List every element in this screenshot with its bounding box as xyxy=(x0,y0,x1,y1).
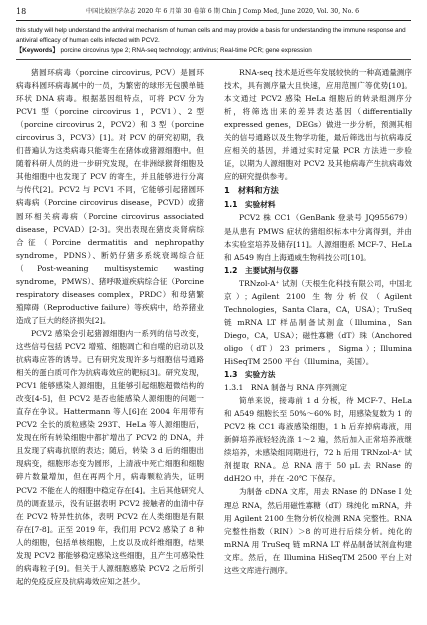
keywords-line xyxy=(16,46,411,56)
rna-paragraph-2: 为制备 cDNA 文库，用去 RNase 的 DNase Ⅰ 处理总 RNA，然后用磁性寡糖（dT）珠纯化 mRNA，并用 Agilent 2100 生物分析仪检测 RNA 完整性。RNA 完整性指数（RIN）＞8 的可进行后续分析。纯化的 mRNA 用 TruSeq 链 mRNA LT 样品制备试剂盒构建文库。然后，在 Illumina HiSeqTM 2500 平台上对这些文库进行测序。 xyxy=(224,487,412,575)
subsection-heading-materials: 1.1 实验材料 xyxy=(224,200,276,210)
right-column xyxy=(224,66,412,577)
left-column xyxy=(16,66,204,588)
subsubsection-heading-rna: 1.3.1 RNA 制备与 RNA 序列测定 xyxy=(224,383,348,393)
section-heading-methods: 1 材料和方法 xyxy=(224,185,279,196)
keywords-rule xyxy=(16,59,411,60)
running-header xyxy=(16,6,411,18)
intro-paragraph-1: 猪圆环病毒（porcine circovirus, PCV）是圆环病毒科圆环病毒属中的一员，为繁密的球形无包膜单链环状 DNA 病毒。根据基因组特点，可将 PCV 分为 PCV1 型（porcine circovirus 1，PCV1）、2 型（porcine circovirus 2，PCV2）和 3 型（porcine circovirus 3，PCV3）[1]。对 PCV 的研究初期，我们普遍认为这类病毒只能寄生在猪体或猪源细胞中。但随着科研人员的进一步研究发现，在非洲绿猴肾细胞及其他细胞中也发现了 PCV 的寄生，并且能够进行分离与传代[2]。PCV2 与 PCV1 不同，它能够引起猪圆环病毒病（Porcine circovirus disease，PCVD）或猪圆环相关病毒病（Porcine circovirus associated disease，PCVAD）[2-3]。突出表现在猪皮炎肾病综合征（Porcine dermatitis and nephropathy syndrome，PDNS）、断奶仔猪多系统衰竭综合征（Post-weaning multisystemic wasting syndrome，PMWS）、猪呼吸道疾病综合征（Porcine respiratory diseases complex，PRDC）和母猪繁殖障碍（Reproductive failure）等疾病中，给养猪业造成了巨大的经济损失[2]。 xyxy=(16,68,204,325)
rna-paragraph-1: 简单来说，接毒前 1 d 分板，待 MCF-7、HeLa 和 A549 细胞长至 50%～60% 时，用感染复数为 1 的 PCV2 株 CC1 毒液感染细胞，1 h 后弃掉病毒液，用新鲜培养液轻轻洗涤 1～2 遍，然后加入正常培养液继续培养，未感染组同期进行，72 h 后用 TRNzol-A⁺ 试剂提取 RNA。总 RNA 溶于 50 μL 去 RNase 的 ddH2O 中，并在 -20℃ 下保存。 xyxy=(224,396,412,484)
keywords-text: porcine circovirus type 2; RNA-seq technology; antivirus; Real-time PCR; gene expression xyxy=(60,47,312,54)
subsection-heading-methods: 1.3 实验方法 xyxy=(224,370,276,380)
reagents-paragraph: TRNzol-A⁺ 试剂（天根生化科技有限公司，中国北京）；Agilent 2100 生物分析仪（Agilent Technologies，Santa Clara，CA，USA）；TruSeq 链 mRNA LT 样品制备试剂盒（Illumina，San Diego，CA，USA）；磁性寡糖（dT）珠（Anchored oligo（dT）23 primers，Sigma）；Illumina HiSeqTM 2500 平台（Illumina，美国）。 xyxy=(224,278,412,366)
english-abstract-tail: this study will help understand the antiviral mechanism of human cells and may provide a basis for understanding the immune response and antiviral efficacy of human cells infected with PCV2. xyxy=(16,27,406,44)
materials-paragraph: PCV2 株 CC1（GenBank 登录号 JQ955679）是从患有 PMWS 症状的猪组织标本中分离得到，并由本实验室培养及储存[11]。人源细胞系 MCF-7、HeLa 和 A549 购自上海通威生物科技公司[10]。 xyxy=(224,213,412,262)
intro-paragraph-3: RNA-seq 技术是近些年发展较快的一种高通量测序技术，具有测序量大且快速，应用范围广等优势[10]。本文通过 PCV2 感染 HeLa 细胞后的转录组测序分析，将筛选出来的差异表达基因（differentially expressed genes，DEGs）做进一步分析，预测其相关的信号通路以及生物学功能，最后筛选出与抗病毒反应相关的基因，并通过实时定量 PCR 方法进一步验证，以期为人源细胞对 PCV2 及其他病毒产生抗病毒效应的研究提供参考。 xyxy=(224,68,412,182)
journal-citation: 中国比较医学杂志 2020 年 6 月第 30 卷第 6 期 Chin J Comp Med, June 2020, Vol. 30, No. 6 xyxy=(86,8,360,15)
page-number: 18 xyxy=(16,7,27,16)
header-rule xyxy=(16,20,411,21)
keywords-label: 【Keywords】 xyxy=(16,47,59,54)
subsection-heading-reagents: 1.2 主要试剂与仪器 xyxy=(224,265,299,275)
intro-paragraph-2: PCV2 感染会引起猪源细胞内一系列的信号改变，这些信号包括 PCV2 增殖、细胞凋亡和自噬的启动以及抗病毒应答的诱导。已有研究发现许多与细胞信号通路相关的蛋白质可作为抗病毒效应的靶标[3]。研究发现，PCV1 能够感染人源细胞，且能够引起细胞超微结构的改变[4-5]，但 PCV2 是否也能感染人源细胞的问题一直存在争议。Hattermann 等人[6]在 2004 年用带有 PCV2 全长的质粒感染 293T、HeLa 等人源细胞后，发现在所有转染细胞中都扩增出了 PCV2 的 DNA，并且发现了病毒抗原的表达；随后，转染 3 d 后的细胞出现病变，细胞形态变为圆形，上清液中死亡细胞和细胞碎片数量增加，但在再两个月，病毒颗粒消失，证明 PCV2 不能在人的细胞中稳定存在[4]。主后其他研究人员的调查显示，没有证据表明 PCV2 接触者的血清中存在 PCV2 特异性抗体，表明 PCV2 在人类细胞是有限存在[7-8]。正至 2019 年，我们用 PCV2 感染了 8 种人的细胞，包括单核细胞，上皮以及成纤维细胞，结果发现 PCV2 都能够稳定感染这些细胞，且产生可感染性的病毒粒子[9]。但关于人源细胞感染 PCV2 之后所引起的免疫反应及抗病毒效应知之甚少。 xyxy=(16,328,204,586)
